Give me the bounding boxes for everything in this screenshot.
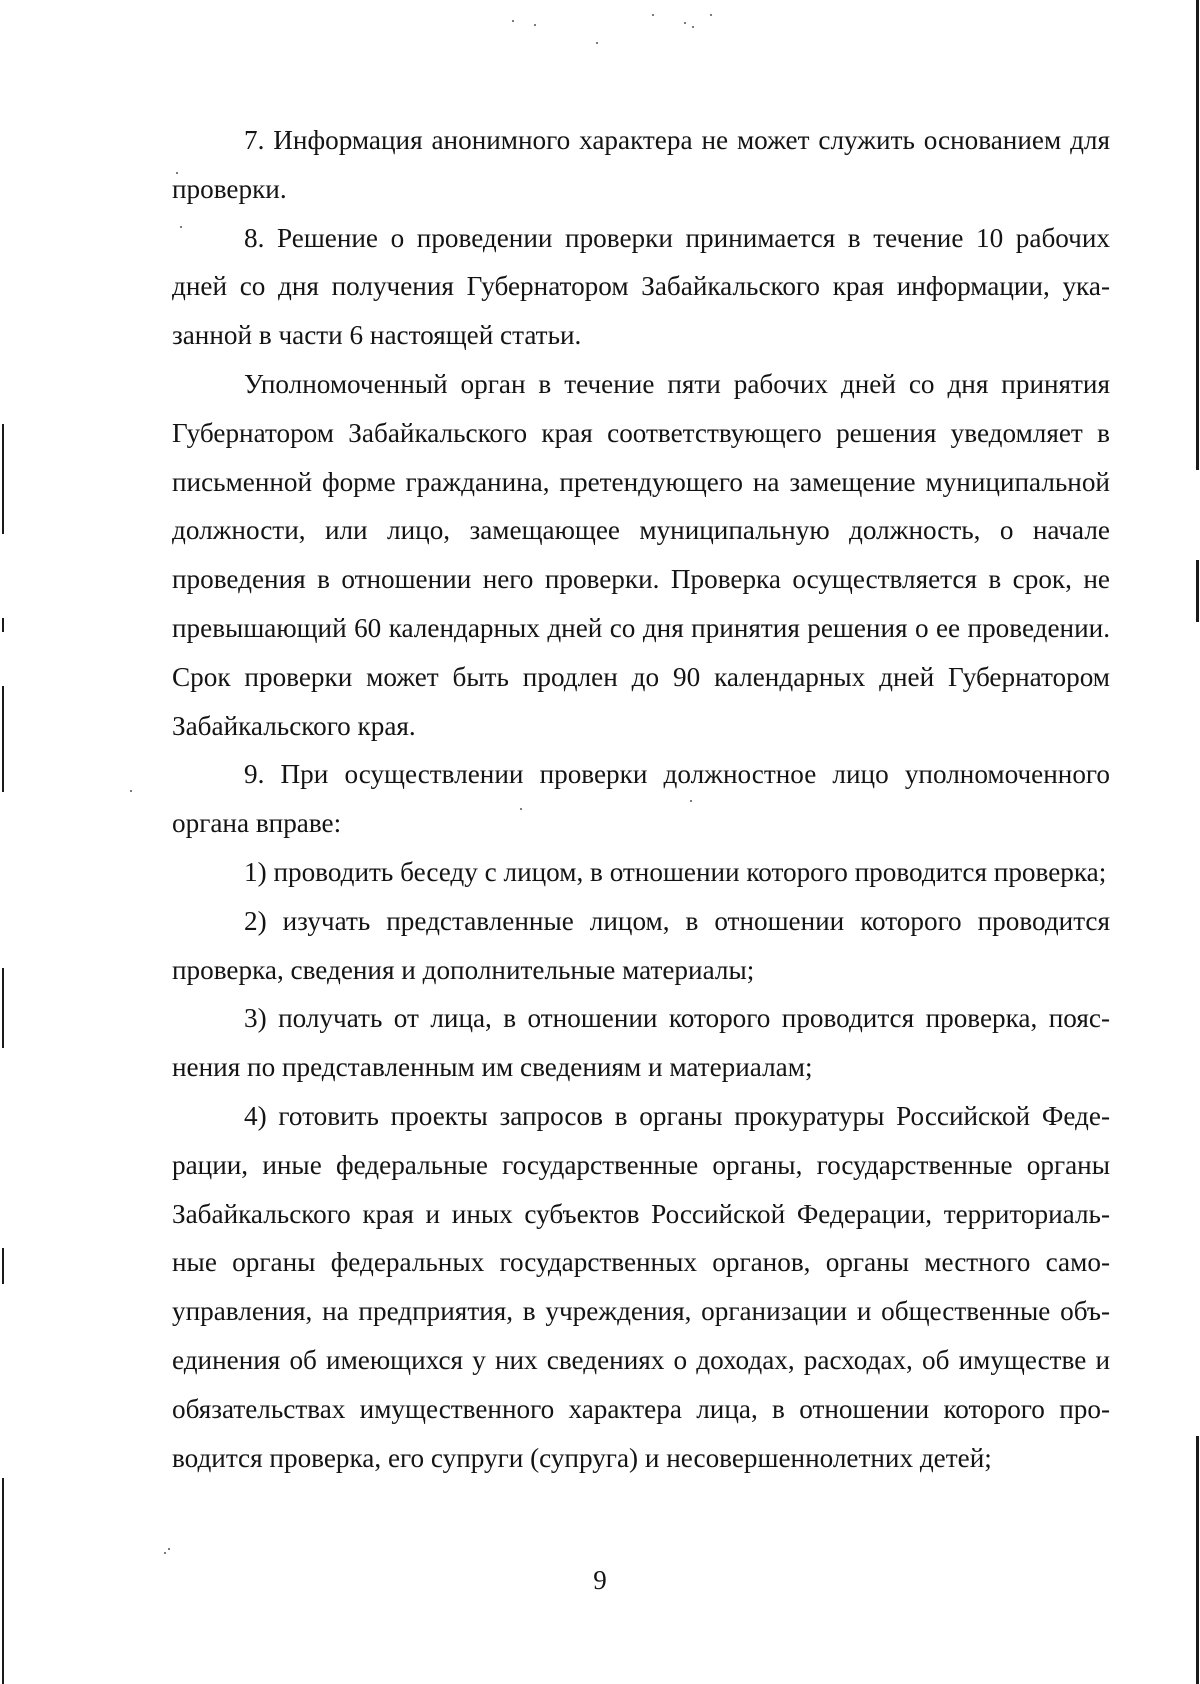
paragraph-9-official-rights: 9. При осуществлении проверки должностное лицо уполномоченного органа вправе: xyxy=(172,759,1110,839)
paragraph-8-decision-timing: 8. Решение о проведении проверки принимается в течение 10 рабочих дней со дня получения Губернатором Забайкальского края информации, указанной в части 6 настоящей статьи. xyxy=(172,222,1110,351)
page-number: 9 xyxy=(593,1565,607,1595)
list-item-4-draft-requests: 4) готовить проекты запросов в органы прокуратуры Российской Федерации, иные федеральные государственные органы, государственные органы Забайкальского края и иных субъектов Российской Федерации, территориальные органы федеральных государственных органов, органы местного самоуправления, на предприятия, в учреждения, организации и общественные объединения об имеющихся у них сведениях о доходах, расходах, об имуществе и обязательствах имущественного характера лица, в отношении которого проводится проверка, его супруги (супруга) и несовершеннолетних детей; xyxy=(172,1100,1110,1473)
scan-edge-mark-left xyxy=(2,1478,4,1684)
scan-speck xyxy=(512,20,514,22)
scan-speck xyxy=(652,14,654,16)
scan-speck xyxy=(130,790,132,792)
scan-speck xyxy=(180,226,182,228)
scan-edge-mark-right xyxy=(1196,0,1199,470)
scan-speck xyxy=(690,800,692,802)
scan-edge-mark-right xyxy=(1196,560,1199,622)
paragraph-7-anonymous-info: 7. Информация анонимного характера не может служить основанием для проверки. xyxy=(172,125,1110,204)
scan-speck xyxy=(176,172,178,174)
list-item-1-interview: 1) проводить беседу с лицом, в отношении которого проводится проверка; xyxy=(244,856,1107,887)
paragraph-authorized-body-notice: Уполномоченный орган в течение пяти рабочих дней со дня принятия Губернатором Забайкальского края соответствующего решения уведомляет в письменной форме гражданина, претендующего на замещение муниципальной должности, или лицо, замещающее муниципальную должность, о начале проведения в отношении него проверки. Проверка осуществляется в срок, не превышающий 60 календарных дней со дня принятия решения о ее проведении. Срок проверки может быть продлен до 90 календарных дней Губернатором Забайкальского края. xyxy=(172,368,1110,741)
scan-edge-mark-left xyxy=(2,686,4,792)
scan-edge-mark-left xyxy=(2,618,4,632)
scan-speck xyxy=(168,1548,170,1550)
scan-speck xyxy=(534,24,536,26)
scan-speck xyxy=(692,26,694,28)
scan-speck xyxy=(596,42,598,44)
body-text xyxy=(172,116,1110,1482)
scan-edge-mark-right xyxy=(1196,1436,1199,1684)
scan-edge-mark-left xyxy=(2,968,4,1048)
scan-edge-mark-left xyxy=(2,424,4,534)
scan-speck xyxy=(710,14,712,16)
scan-speck xyxy=(520,808,522,810)
scan-speck xyxy=(164,1552,166,1554)
scan-speck xyxy=(684,22,686,24)
scan-edge-mark-left xyxy=(2,1248,4,1284)
list-item-2-study-materials: 2) изучать представленные лицом, в отношении которого проводится проверка, сведения и дополнительные материалы; xyxy=(172,905,1110,985)
list-item-3-explanations: 3) получать от лица, в отношении которого проводится проверка, пояснения по представленным им сведениям и материалам; xyxy=(172,1003,1110,1083)
